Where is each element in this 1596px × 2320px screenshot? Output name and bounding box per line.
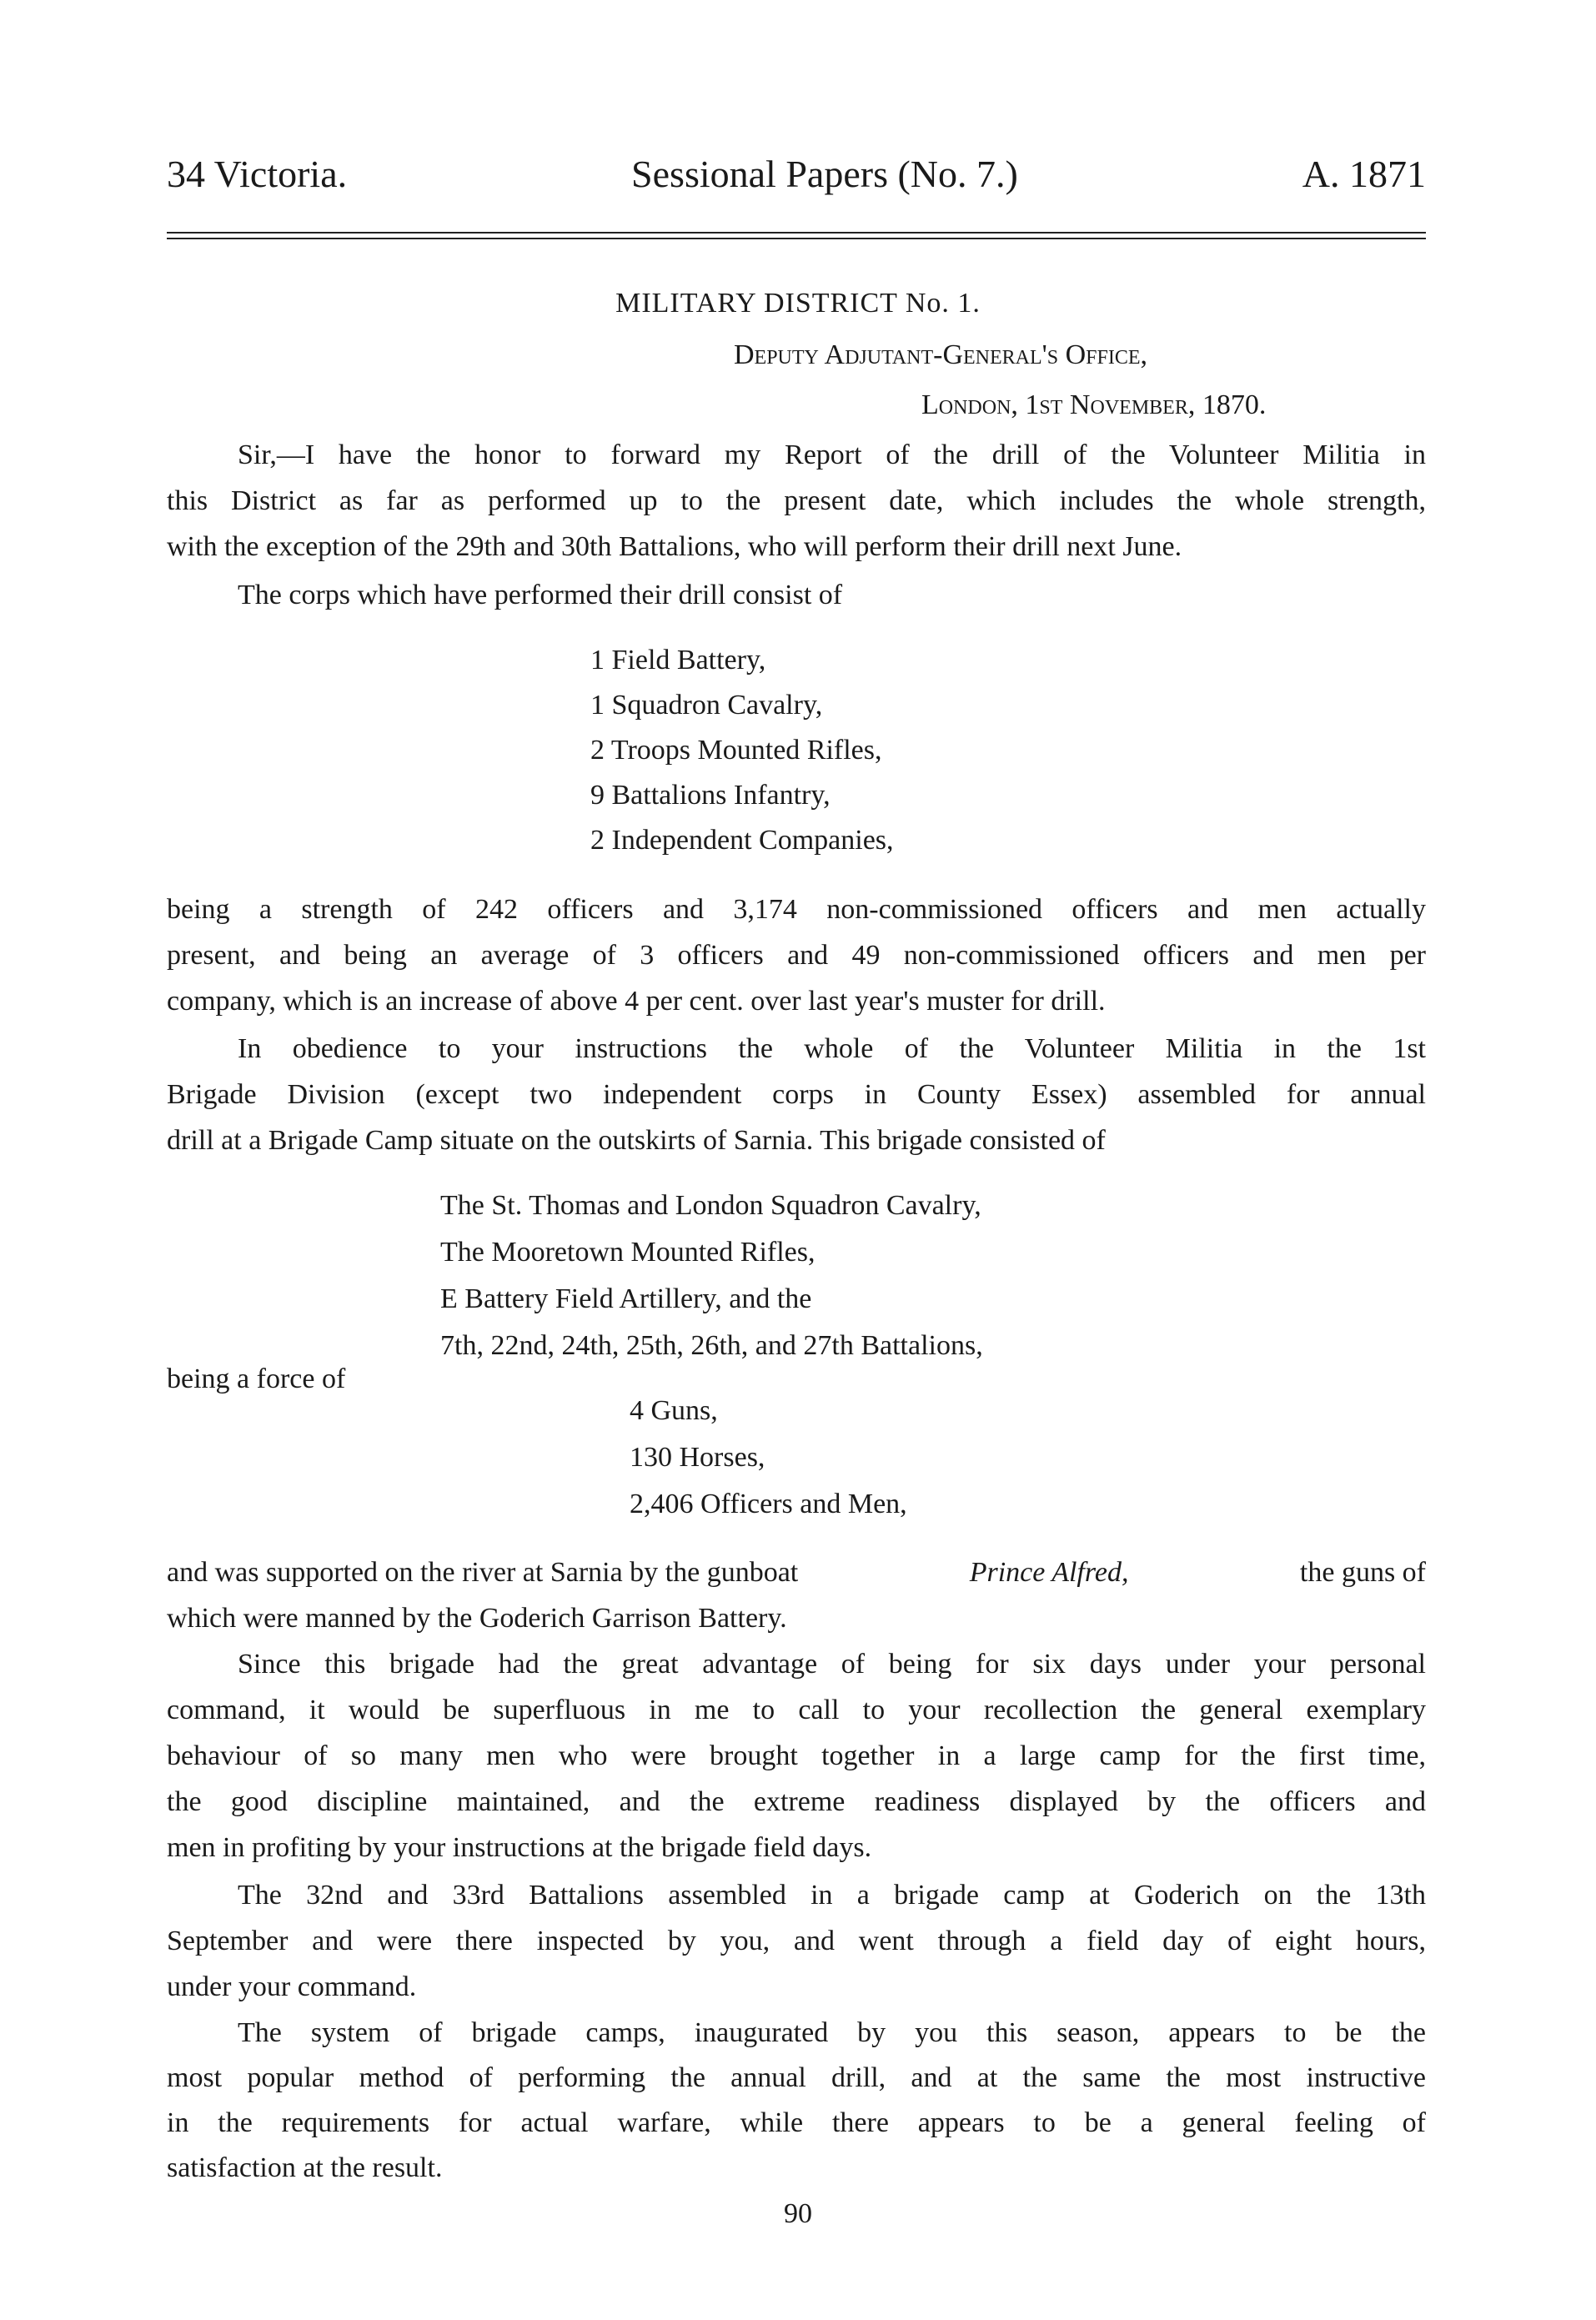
para8-line3: in the requirements for actual warfare, while there appears to be a general feeling of xyxy=(167,2107,1426,2138)
para1-line3: with the exception of the 29th and 30th Battalions, who will perform their drill next June. xyxy=(167,531,1182,562)
para4-line1: In obedience to your instructions the whole of the Volunteer Militia in the 1st xyxy=(238,1033,1426,1064)
para1-line2: this District as far as performed up to the present date, which includes the whole strength, xyxy=(167,485,1426,516)
header-rule-bottom xyxy=(167,238,1426,239)
para2-intro: The corps which have performed their drill consist of xyxy=(238,580,843,610)
para8-line1: The system of brigade camps, inaugurated by you this season, appears to be the xyxy=(238,2017,1426,2048)
brigade-item: The Mooretown Mounted Rifles, xyxy=(440,1237,816,1268)
header-center: Sessional Papers (No. 7.) xyxy=(631,153,1018,195)
brigade-item: 7th, 22nd, 24th, 25th, 26th, and 27th Battalions, xyxy=(440,1330,983,1361)
force-item: 2,406 Officers and Men, xyxy=(630,1489,907,1519)
para3-line2: present, and being an average of 3 officers and 49 non-commissioned officers and men per xyxy=(167,940,1426,971)
header-left: 34 Victoria. xyxy=(167,153,348,195)
corps-item: 9 Battalions Infantry, xyxy=(590,780,831,811)
office-line: Deputy Adjutant-General's Office, xyxy=(734,339,1148,370)
force-label: being a force of xyxy=(167,1363,346,1394)
para4-line2: Brigade Division (except two independent corps in County Essex) assembled for annual xyxy=(167,1079,1426,1110)
brigade-item: The St. Thomas and London Squadron Cavalry, xyxy=(440,1190,981,1221)
para5-line1 xyxy=(167,1551,1426,1594)
para7-line2: September and were there inspected by you, and went through a field day of eight hours, xyxy=(167,1926,1426,1956)
para3-line3: company, which is an increase of above 4 per cent. over last year's muster for drill. xyxy=(167,986,1106,1017)
header-right: A. 1871 xyxy=(1302,153,1426,195)
corps-item: 2 Troops Mounted Rifles, xyxy=(590,735,882,766)
corps-item: 2 Independent Companies, xyxy=(590,825,894,856)
para5-line2: which were manned by the Goderich Garrison Battery. xyxy=(167,1603,787,1634)
para8-line2: most popular method of performing the annual drill, and at the same the most instructive xyxy=(167,2062,1426,2093)
para1-line1: Sir,—I have the honor to forward my Report of the drill of the Volunteer Militia in xyxy=(238,439,1426,470)
place-date-line: London, 1st November, 1870. xyxy=(921,389,1267,420)
page-number: 90 xyxy=(784,2198,812,2229)
para6-line4: the good discipline maintained, and the extreme readiness displayed by the officers and xyxy=(167,1786,1426,1817)
para5-post: the guns of xyxy=(1299,1557,1426,1588)
force-item: 4 Guns, xyxy=(630,1395,718,1426)
para5-pre: and was supported on the river at Sarnia by the gunboat xyxy=(167,1557,799,1588)
force-item: 130 Horses, xyxy=(630,1442,765,1473)
para6-line3: behaviour of so many men who were brought together in a large camp for the first time, xyxy=(167,1740,1426,1771)
corps-item: 1 Squadron Cavalry, xyxy=(590,690,823,721)
para8-line4: satisfaction at the result. xyxy=(167,2152,443,2183)
para7-line1: The 32nd and 33rd Battalions assembled in a brigade camp at Goderich on the 13th xyxy=(238,1880,1426,1911)
para6-line2: command, it would be superfluous in me to call to your recollection the general exemplary xyxy=(167,1695,1426,1725)
para6-line5: men in profiting by your instructions at the brigade field days. xyxy=(167,1832,872,1863)
para6-line1: Since this brigade had the great advantage of being for six days under your personal xyxy=(238,1649,1426,1680)
header-rule-top xyxy=(167,232,1426,234)
para7-line3: under your command. xyxy=(167,1971,417,2002)
brigade-item: E Battery Field Artillery, and the xyxy=(440,1283,812,1314)
running-header xyxy=(167,152,1426,196)
para4-line3: drill at a Brigade Camp situate on the outskirts of Sarnia. This brigade consisted of xyxy=(167,1125,1106,1156)
district-title: MILITARY DISTRICT No. 1. xyxy=(615,288,981,319)
corps-item: 1 Field Battery, xyxy=(590,645,766,675)
para3-line1: being a strength of 242 officers and 3,174 non-commissioned officers and men actually xyxy=(167,894,1426,925)
ship-name: Prince Alfred, xyxy=(969,1557,1129,1588)
